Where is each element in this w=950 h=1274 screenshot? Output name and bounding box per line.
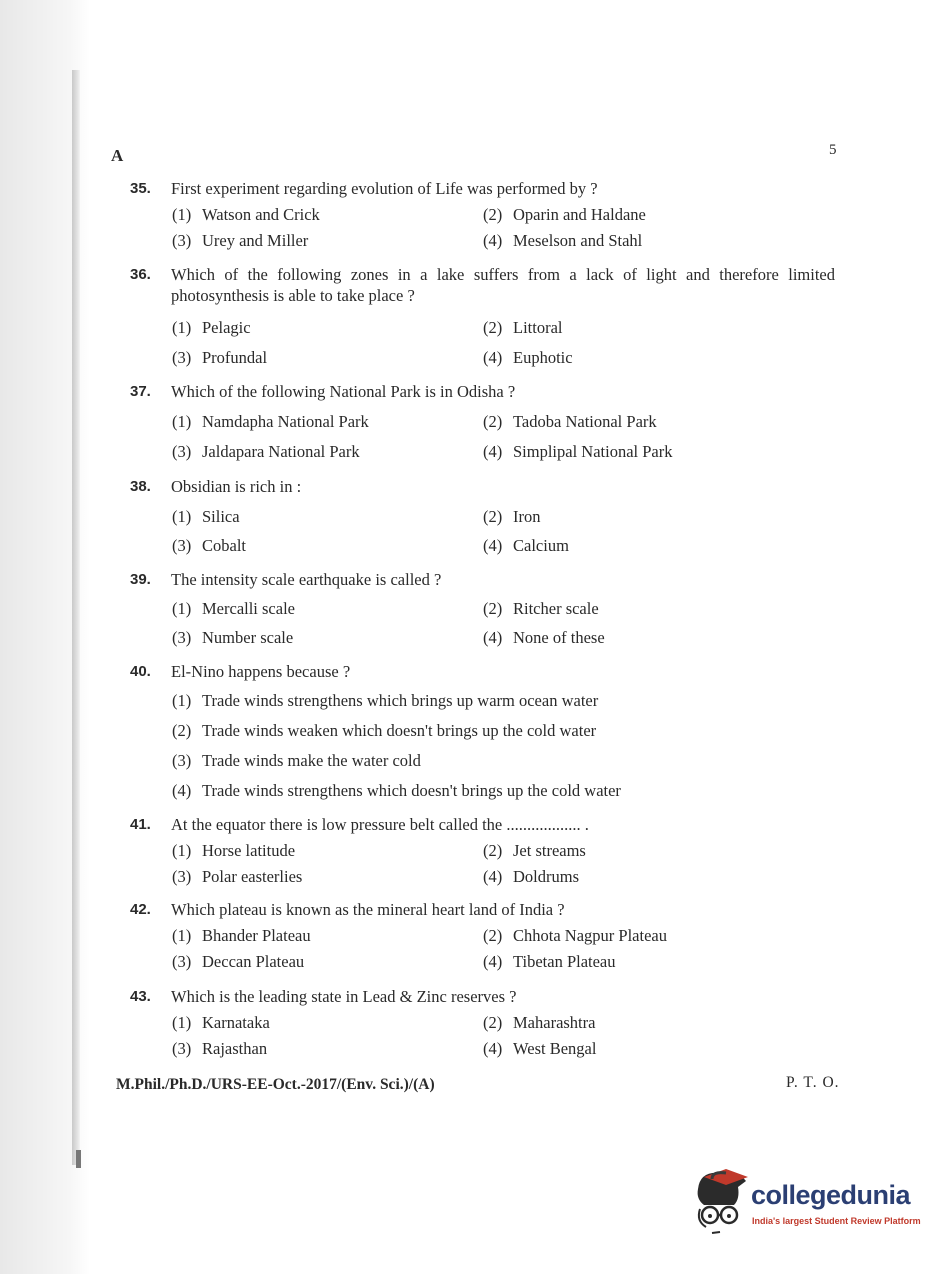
question-number: 35. <box>130 180 151 197</box>
question-39 <box>130 569 835 647</box>
option-3: (3) Jaldapara National Park <box>172 442 360 461</box>
option-1: (1) Silica <box>172 507 240 526</box>
question-text: First experiment regarding evolution of Life was performed by ? <box>171 179 598 198</box>
question-number: 36. <box>130 266 151 283</box>
question-number: 41. <box>130 816 151 833</box>
option-4: (4) Trade winds strengthens which doesn't brings up the cold water <box>172 781 621 800</box>
option-2: (2) Maharashtra <box>483 1013 596 1032</box>
option-2: (2) Jet streams <box>483 841 586 860</box>
option-3: (3) Polar easterlies <box>172 867 303 886</box>
page-spine-mark <box>76 1150 81 1168</box>
option-3: (3) Cobalt <box>172 536 246 555</box>
option-4: (4) Simplipal National Park <box>483 442 673 461</box>
question-number: 43. <box>130 988 151 1005</box>
question-text: Which of the following National Park is in Odisha ? <box>171 382 516 401</box>
page-number: 5 <box>829 142 837 158</box>
question-43 <box>130 986 835 1058</box>
option-4: (4) Calcium <box>483 536 569 555</box>
question-number: 38. <box>130 478 151 495</box>
option-1: (1) Pelagic <box>172 318 251 337</box>
option-1: (1) Mercalli scale <box>172 599 295 618</box>
option-list <box>172 199 835 251</box>
question-36 <box>130 264 835 367</box>
watermark-tagline: India's largest Student Review Platform <box>752 1216 921 1226</box>
question-number: 42. <box>130 901 151 918</box>
option-3: (3) Rajasthan <box>172 1039 268 1058</box>
question-35 <box>130 178 835 251</box>
question-38 <box>130 476 835 555</box>
option-1: (1) Trade winds strengthens which brings up warm ocean water <box>172 691 599 710</box>
option-4: (4) Meselson and Stahl <box>483 231 643 250</box>
option-3: (3) Profundal <box>172 348 268 367</box>
option-4: (4) West Bengal <box>483 1039 597 1058</box>
question-number: 40. <box>130 663 151 680</box>
option-1: (1) Bhander Plateau <box>172 926 311 945</box>
question-number: 39. <box>130 571 151 588</box>
option-2: (2) Trade winds weaken which doesn't brings up the cold water <box>172 721 597 740</box>
option-4: (4) Doldrums <box>483 867 579 886</box>
question-text: At the equator there is low pressure belt called the .................. . <box>171 815 589 834</box>
question-text: El-Nino happens because ? <box>171 662 351 681</box>
question-37 <box>130 381 835 461</box>
question-41 <box>130 814 835 886</box>
exam-code: M.Phil./Ph.D./URS-EE-Oct.-2017/(Env. Sci.)/(A) <box>116 1076 435 1093</box>
question-text: Which plateau is known as the mineral heart land of India ? <box>171 900 565 919</box>
option-2: (2) Iron <box>483 507 541 526</box>
option-2: (2) Ritcher scale <box>483 599 599 618</box>
option-3: (3) Number scale <box>172 628 294 647</box>
question-text: Obsidian is rich in : <box>171 477 302 496</box>
option-1: (1) Namdapha National Park <box>172 412 369 431</box>
option-2: (2) Chhota Nagpur Plateau <box>483 926 667 945</box>
page-spine-shadow <box>72 70 80 1165</box>
question-text: The intensity scale earthquake is called ? <box>171 570 442 589</box>
option-3: (3) Trade winds make the water cold <box>172 751 421 770</box>
question-40 <box>130 661 835 800</box>
watermark-brand: collegedunia <box>751 1180 911 1210</box>
option-3: (3) Deccan Plateau <box>172 952 305 971</box>
option-1: (1) Karnataka <box>172 1013 270 1032</box>
question-text: Which is the leading state in Lead & Zinc reserves ? <box>171 987 517 1006</box>
option-3: (3) Urey and Miller <box>172 231 309 250</box>
question-text: Which of the following zones in a lake suffers from a lack of light and therefore limited photosynthesis is able to take place ? <box>171 265 835 305</box>
question-42 <box>130 899 835 971</box>
option-4: (4) None of these <box>483 628 605 647</box>
option-1: (1) Watson and Crick <box>172 205 320 224</box>
option-2: (2) Littoral <box>483 318 563 337</box>
pto-label: P. T. O. <box>786 1074 840 1091</box>
option-1: (1) Horse latitude <box>172 841 296 860</box>
option-2: (2) Oparin and Haldane <box>483 205 646 224</box>
section-label: A <box>111 146 124 165</box>
option-4: (4) Euphotic <box>483 348 573 367</box>
question-number: 37. <box>130 383 151 400</box>
option-2: (2) Tadoba National Park <box>483 412 657 431</box>
option-4: (4) Tibetan Plateau <box>483 952 616 971</box>
